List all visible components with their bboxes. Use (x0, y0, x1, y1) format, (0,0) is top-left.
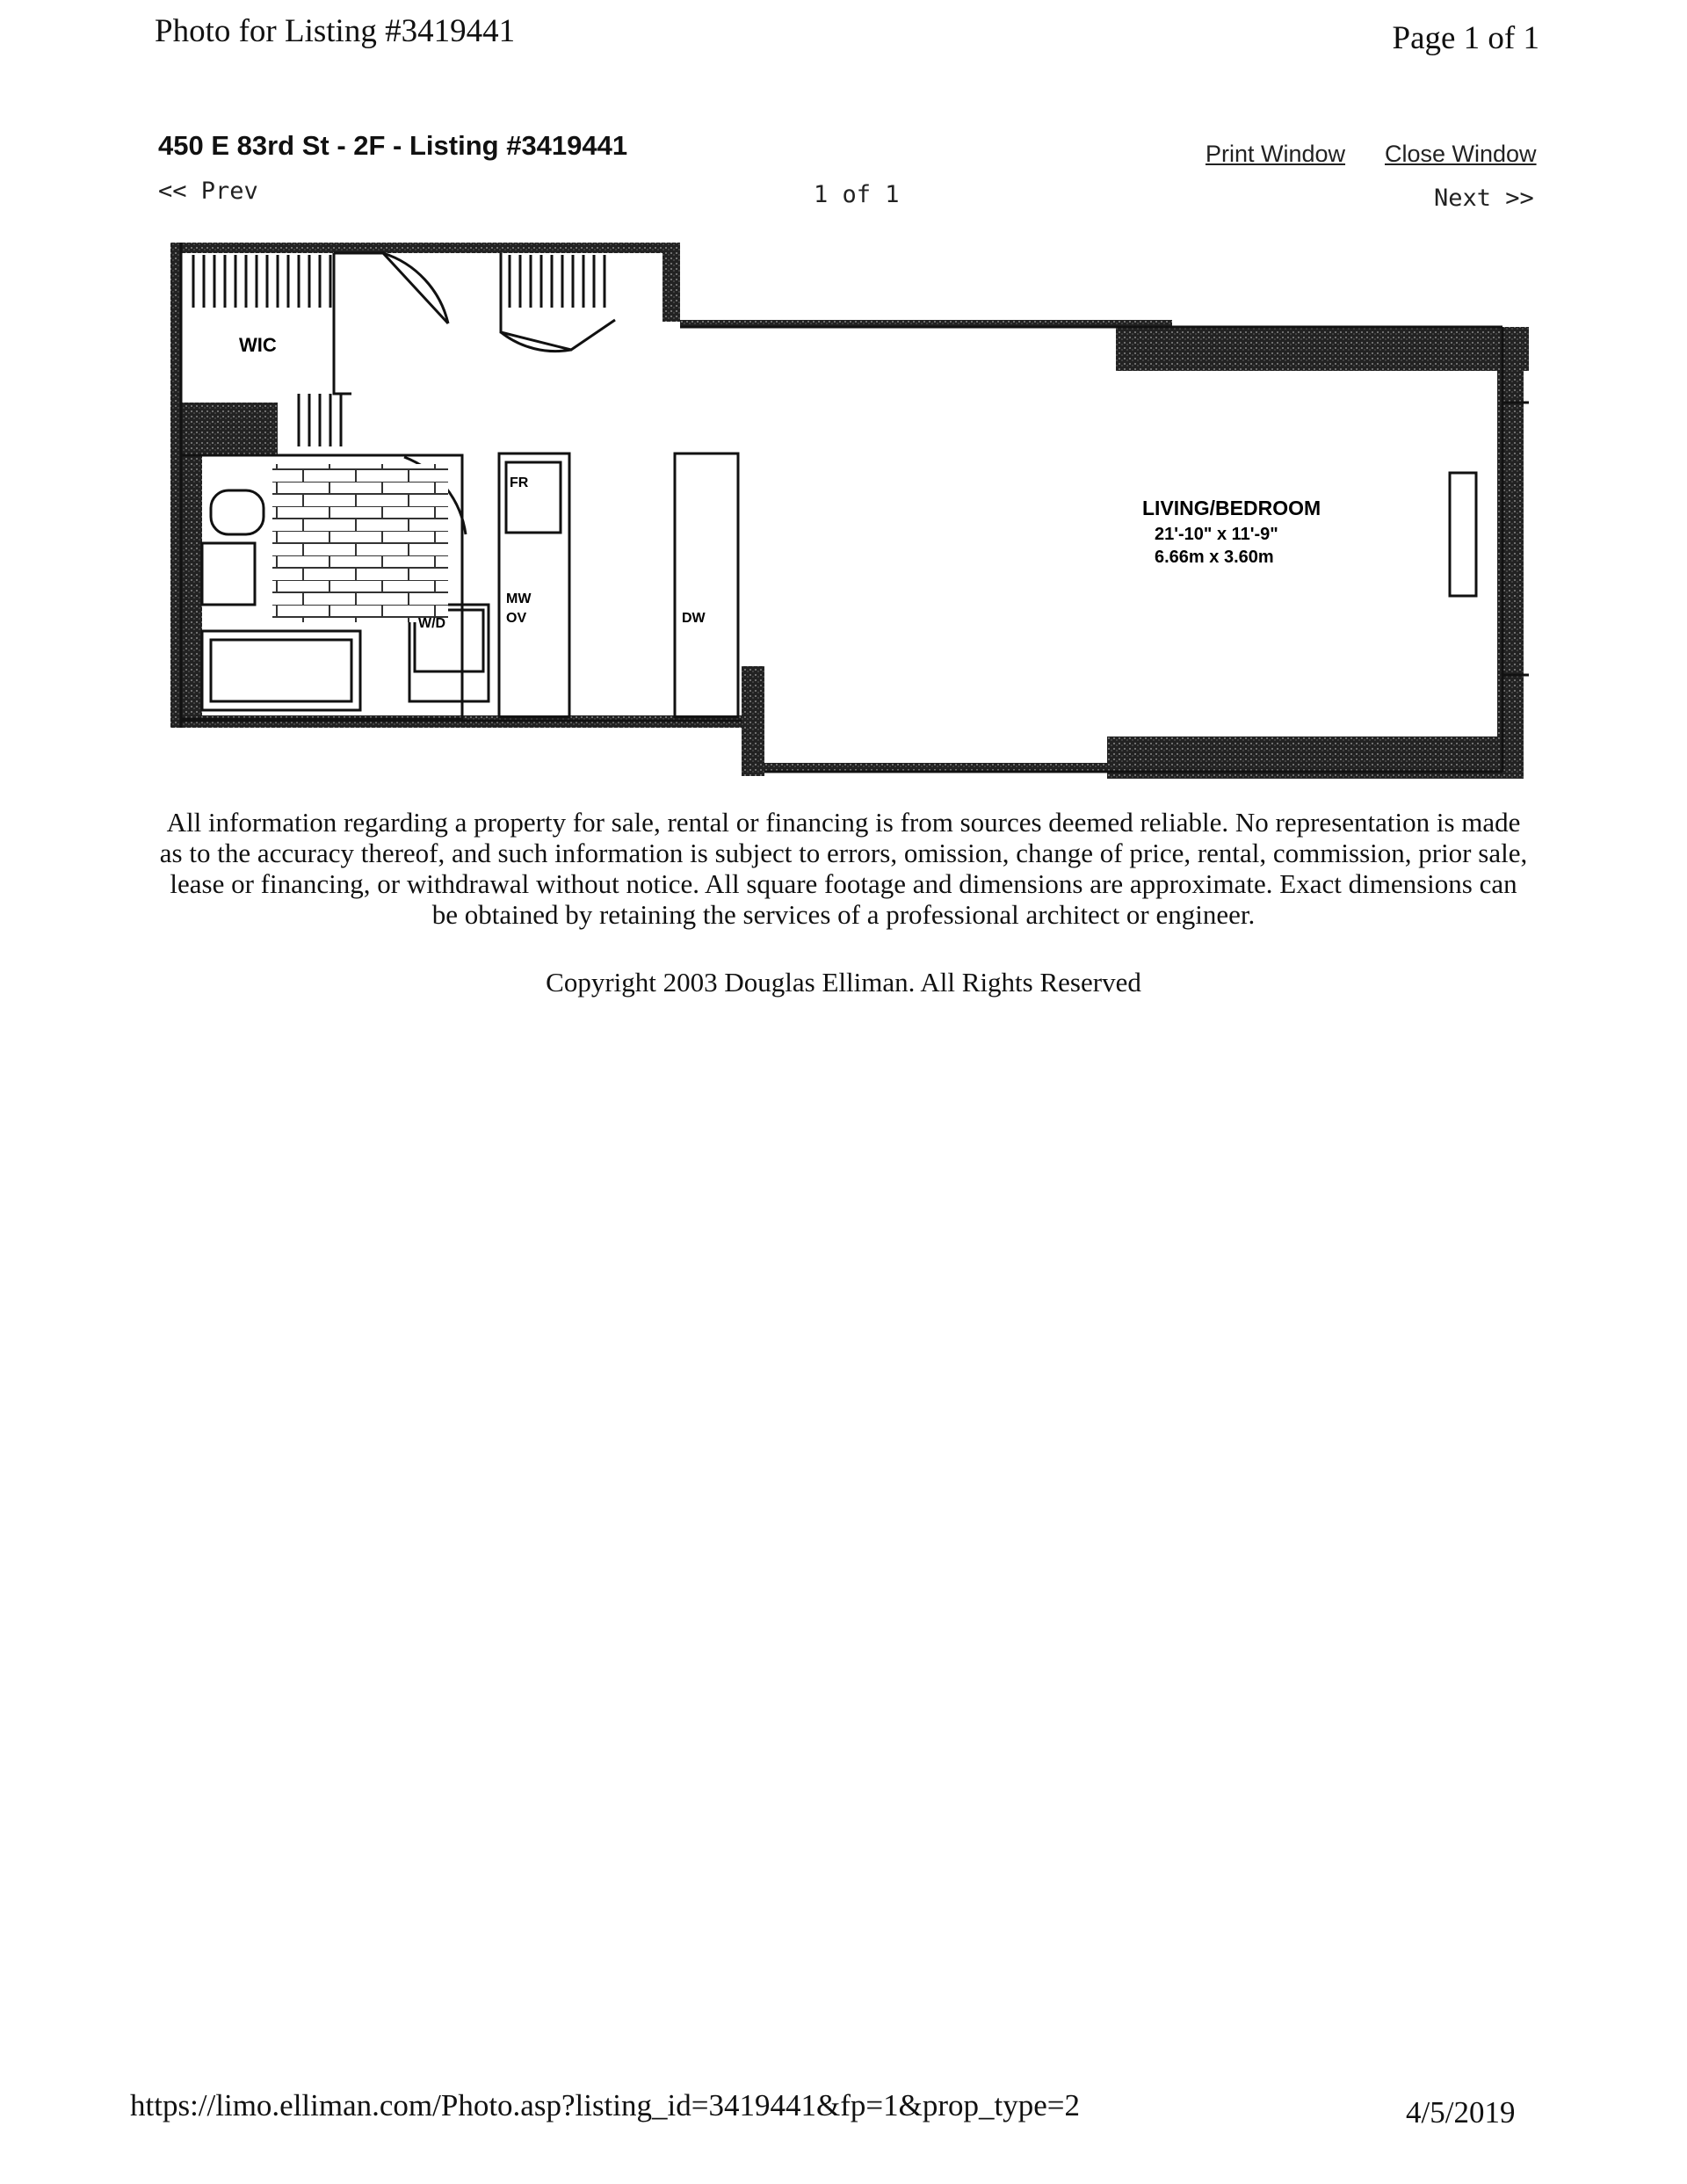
print-window-link[interactable]: Print Window (1206, 141, 1346, 167)
photo-counter: 1 of 1 (814, 181, 900, 208)
fr-label: FR (510, 475, 529, 490)
wic-label: WIC (239, 334, 277, 356)
close-window-link[interactable]: Close Window (1385, 141, 1537, 167)
closet-rods (185, 255, 334, 308)
footer-date: 4/5/2019 (1406, 2095, 1516, 2130)
disclaimer-text: All information regarding a property for sale, rental or financing is from sources deemed reliable. No representation is made as to the accuracy thereof, and such information is subject to errors, omission, change of price, rental, commission, prior sale, lease or financing, or withdrawal without notice. All square footage and dimensions are approximate. Exact dimensions can be obtained by retaining the services of a professional architect or engineer. (159, 807, 1528, 930)
floor-plan (158, 236, 1529, 798)
closet-rods (290, 394, 348, 446)
wd-label: W/D (418, 616, 446, 631)
room-dim-imperial: 21'-10" x 11'-9" (1155, 525, 1278, 544)
page-number: Page 1 of 1 (1392, 20, 1539, 56)
room-name: LIVING/BEDROOM (1142, 497, 1321, 519)
listing-title: 450 E 83rd St - 2F - Listing #3419441 (158, 130, 628, 161)
page-header-title: Photo for Listing #3419441 (155, 13, 516, 49)
next-link[interactable]: Next >> (1434, 185, 1534, 212)
mw-label: MW (506, 591, 532, 606)
room-dim-metric: 6.66m x 3.60m (1155, 548, 1274, 567)
tile-floor (272, 464, 448, 622)
closet-rods (504, 255, 610, 308)
ov-label: OV (506, 611, 527, 626)
prev-link[interactable]: << Prev (158, 178, 258, 205)
dw-label: DW (682, 611, 706, 626)
copyright-text: Copyright 2003 Douglas Elliman. All Rights Reserved (546, 967, 1141, 998)
footer-url: https://limo.elliman.com/Photo.asp?listing_id=3419441&fp=1&prop_type=2 (130, 2088, 1080, 2122)
